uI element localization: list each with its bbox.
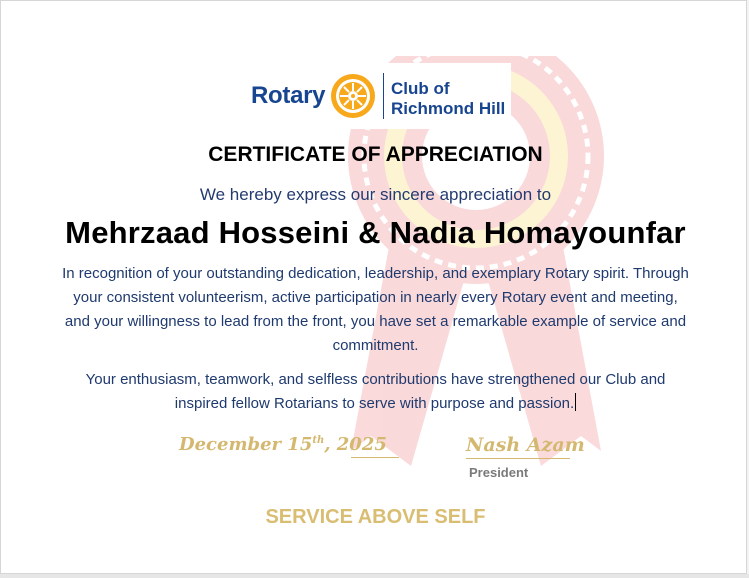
body-paragraph-2[interactable] <box>61 368 690 416</box>
certificate-title: CERTIFICATE OF APPRECIATION <box>208 143 543 166</box>
signer-role: President <box>469 465 529 480</box>
date-underline <box>351 457 399 458</box>
logo-divider <box>383 73 384 119</box>
certificate-subtitle: We hereby express our sincere appreciation to <box>199 185 552 204</box>
signature-underline <box>466 458 570 459</box>
body-paragraph-1-text: In recognition of your outstanding dedication, leadership, and exemplary Rotary spirit. Through your consistent volunteerism, active participation in nearly every Rotary event and meeting, and your willingness to lead from the front, you have set a remarkable example of service and commitment. <box>62 265 689 354</box>
rotary-wheel-icon <box>329 72 377 120</box>
date-year: , 2025 <box>324 434 387 455</box>
logo-club-line1: Club of <box>391 79 450 98</box>
recipient-name: Mehrzaad Hosseini & Nadia Homayounfar <box>65 215 686 250</box>
document-edge <box>0 574 749 578</box>
president-signature: Nash Azam <box>466 434 585 456</box>
issue-date <box>179 434 387 455</box>
body-paragraph-2-text: Your enthusiasm, teamwork, and selfless contributions have strengthened our Club and inspired fellow Rotarians to serve with purpose and passion. <box>85 371 666 412</box>
logo-club-line2: Richmond Hill <box>391 99 506 118</box>
text-cursor <box>575 393 576 411</box>
logo-rotary-text: Rotary <box>251 82 326 109</box>
club-motto: SERVICE ABOVE SELF <box>265 506 486 528</box>
date-suffix: th <box>312 435 325 446</box>
body-paragraph-1[interactable] <box>61 262 690 358</box>
club-logo <box>247 63 511 129</box>
date-day: December 15 <box>179 434 313 455</box>
